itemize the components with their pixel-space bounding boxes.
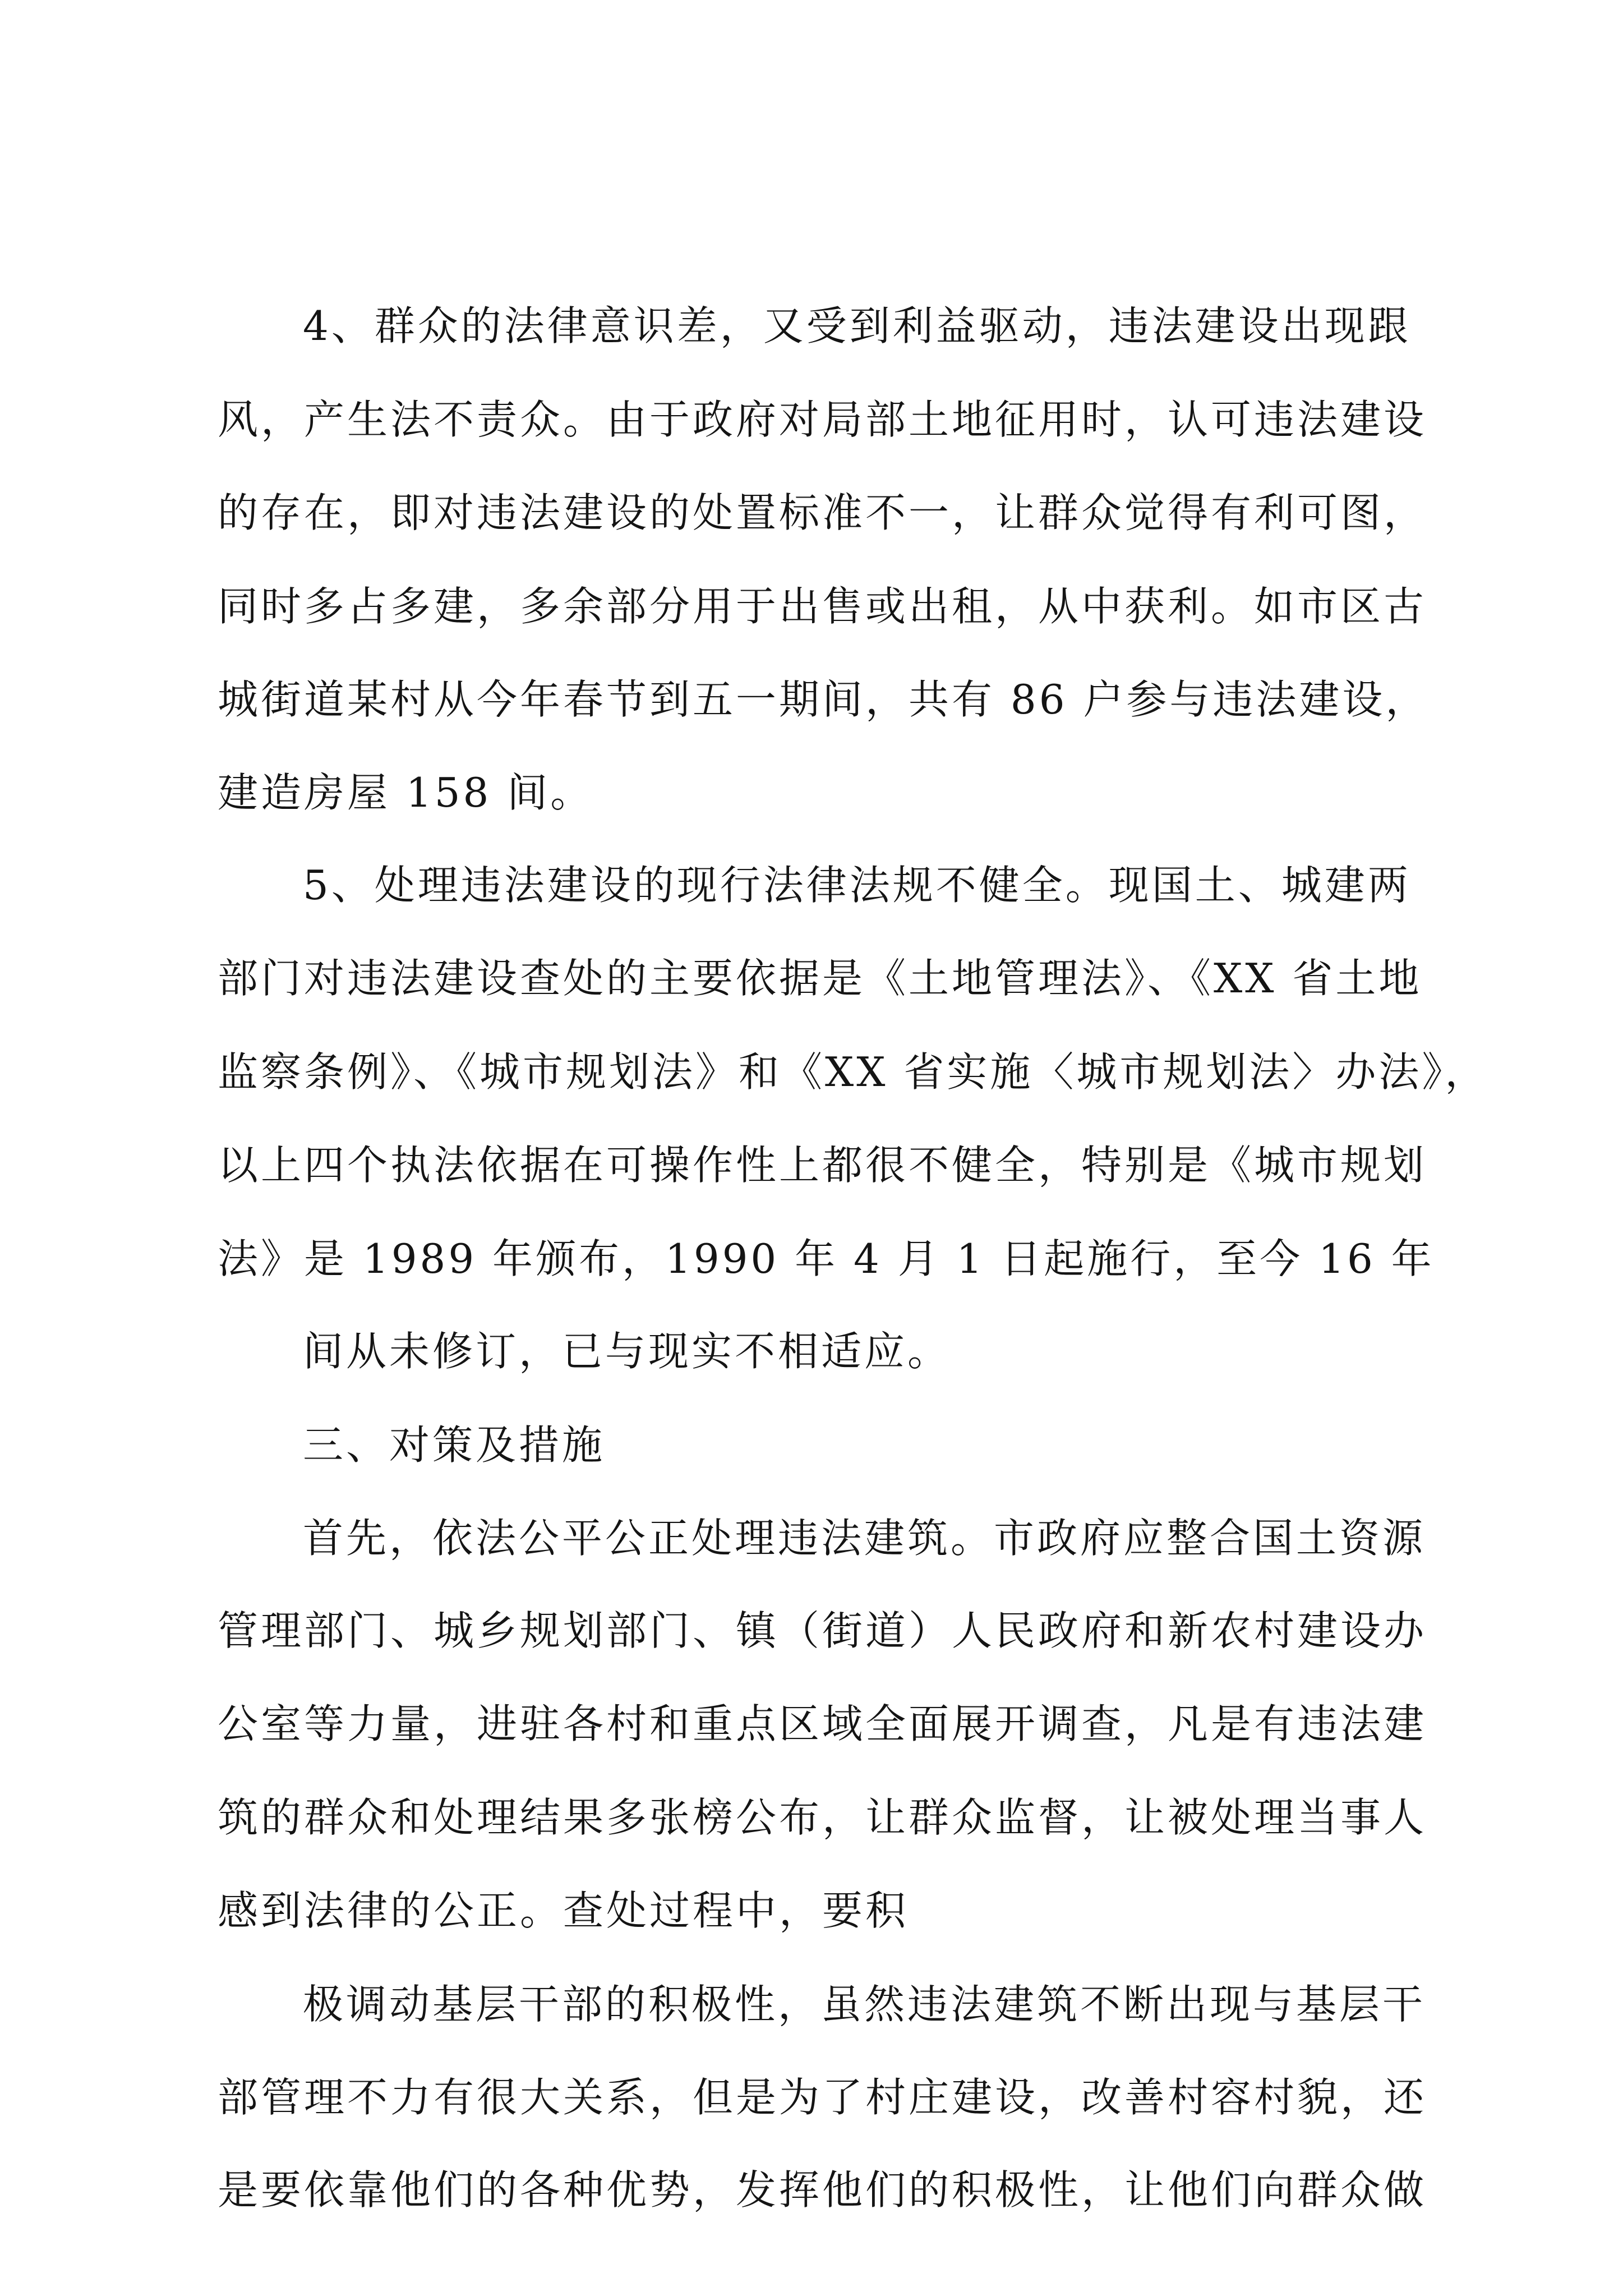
- text-line: 间从未修订，已与现实不相适应。: [303, 1328, 951, 1375]
- text-line: 4、群众的法律意识差，又受到利益驱动，违法建设出现跟: [303, 302, 1411, 349]
- text-line: 部门对违法建设查处的主要依据是《土地管理法》、《XX 省土地: [218, 955, 1422, 1002]
- text-line: 同时多占多建，多余部分用于出售或出租，从中获利。如市区古: [218, 583, 1427, 630]
- text-line: 以上四个执法依据在可操作性上都很不健全，特别是《城市规划: [218, 1142, 1427, 1189]
- text-line: 筑的群众和处理结果多张榜公布，让群众监督，让被处理当事人: [218, 1794, 1427, 1841]
- text-line: 的存在，即对违法建设的处置标准不一，让群众觉得有利可图，: [218, 489, 1427, 536]
- text-line: 公室等力量，进驻各村和重点区域全面展开调查，凡是有违法建: [218, 1700, 1427, 1747]
- text-line: 部管理不力有很大关系，但是为了村庄建设，改善村容村貌，还: [218, 2074, 1427, 2121]
- text-line: 法》是 1989 年颁布，1990 年 4 月 1 日起施行，至今 16 年: [218, 1235, 1435, 1282]
- text-line: 建造房屋 158 间。: [218, 769, 594, 816]
- text-line: 监察条例》、《城市规划法》和《XX 省实施〈城市规划法〉办法》，: [218, 1048, 1488, 1096]
- text-line: 风，产生法不责众。由于政府对局部土地征用时，认可违法建设: [218, 396, 1427, 443]
- text-line: 管理部门、城乡规划部门、镇（街道）人民政府和新农村建设办: [218, 1607, 1427, 1654]
- text-line: 极调动基层干部的积极性，虽然违法建筑不断出现与基层干: [303, 1981, 1426, 2028]
- text-line: 是要依靠他们的各种优势，发挥他们的积极性，让他们向群众做: [218, 2166, 1427, 2214]
- section-heading: 三、对策及措施: [303, 1421, 606, 1469]
- text-line: 感到法律的公正。查处过程中，要积: [218, 1887, 909, 1934]
- text-line: 城街道某村从今年春节到五一期间，共有 86 户参与违法建设，: [218, 676, 1429, 723]
- text-line: 首先，依法公平公正处理违法建筑。市政府应整合国土资源: [303, 1515, 1426, 1562]
- text-line: 5、处理违法建设的现行法律法规不健全。现国土、城建两: [303, 862, 1411, 909]
